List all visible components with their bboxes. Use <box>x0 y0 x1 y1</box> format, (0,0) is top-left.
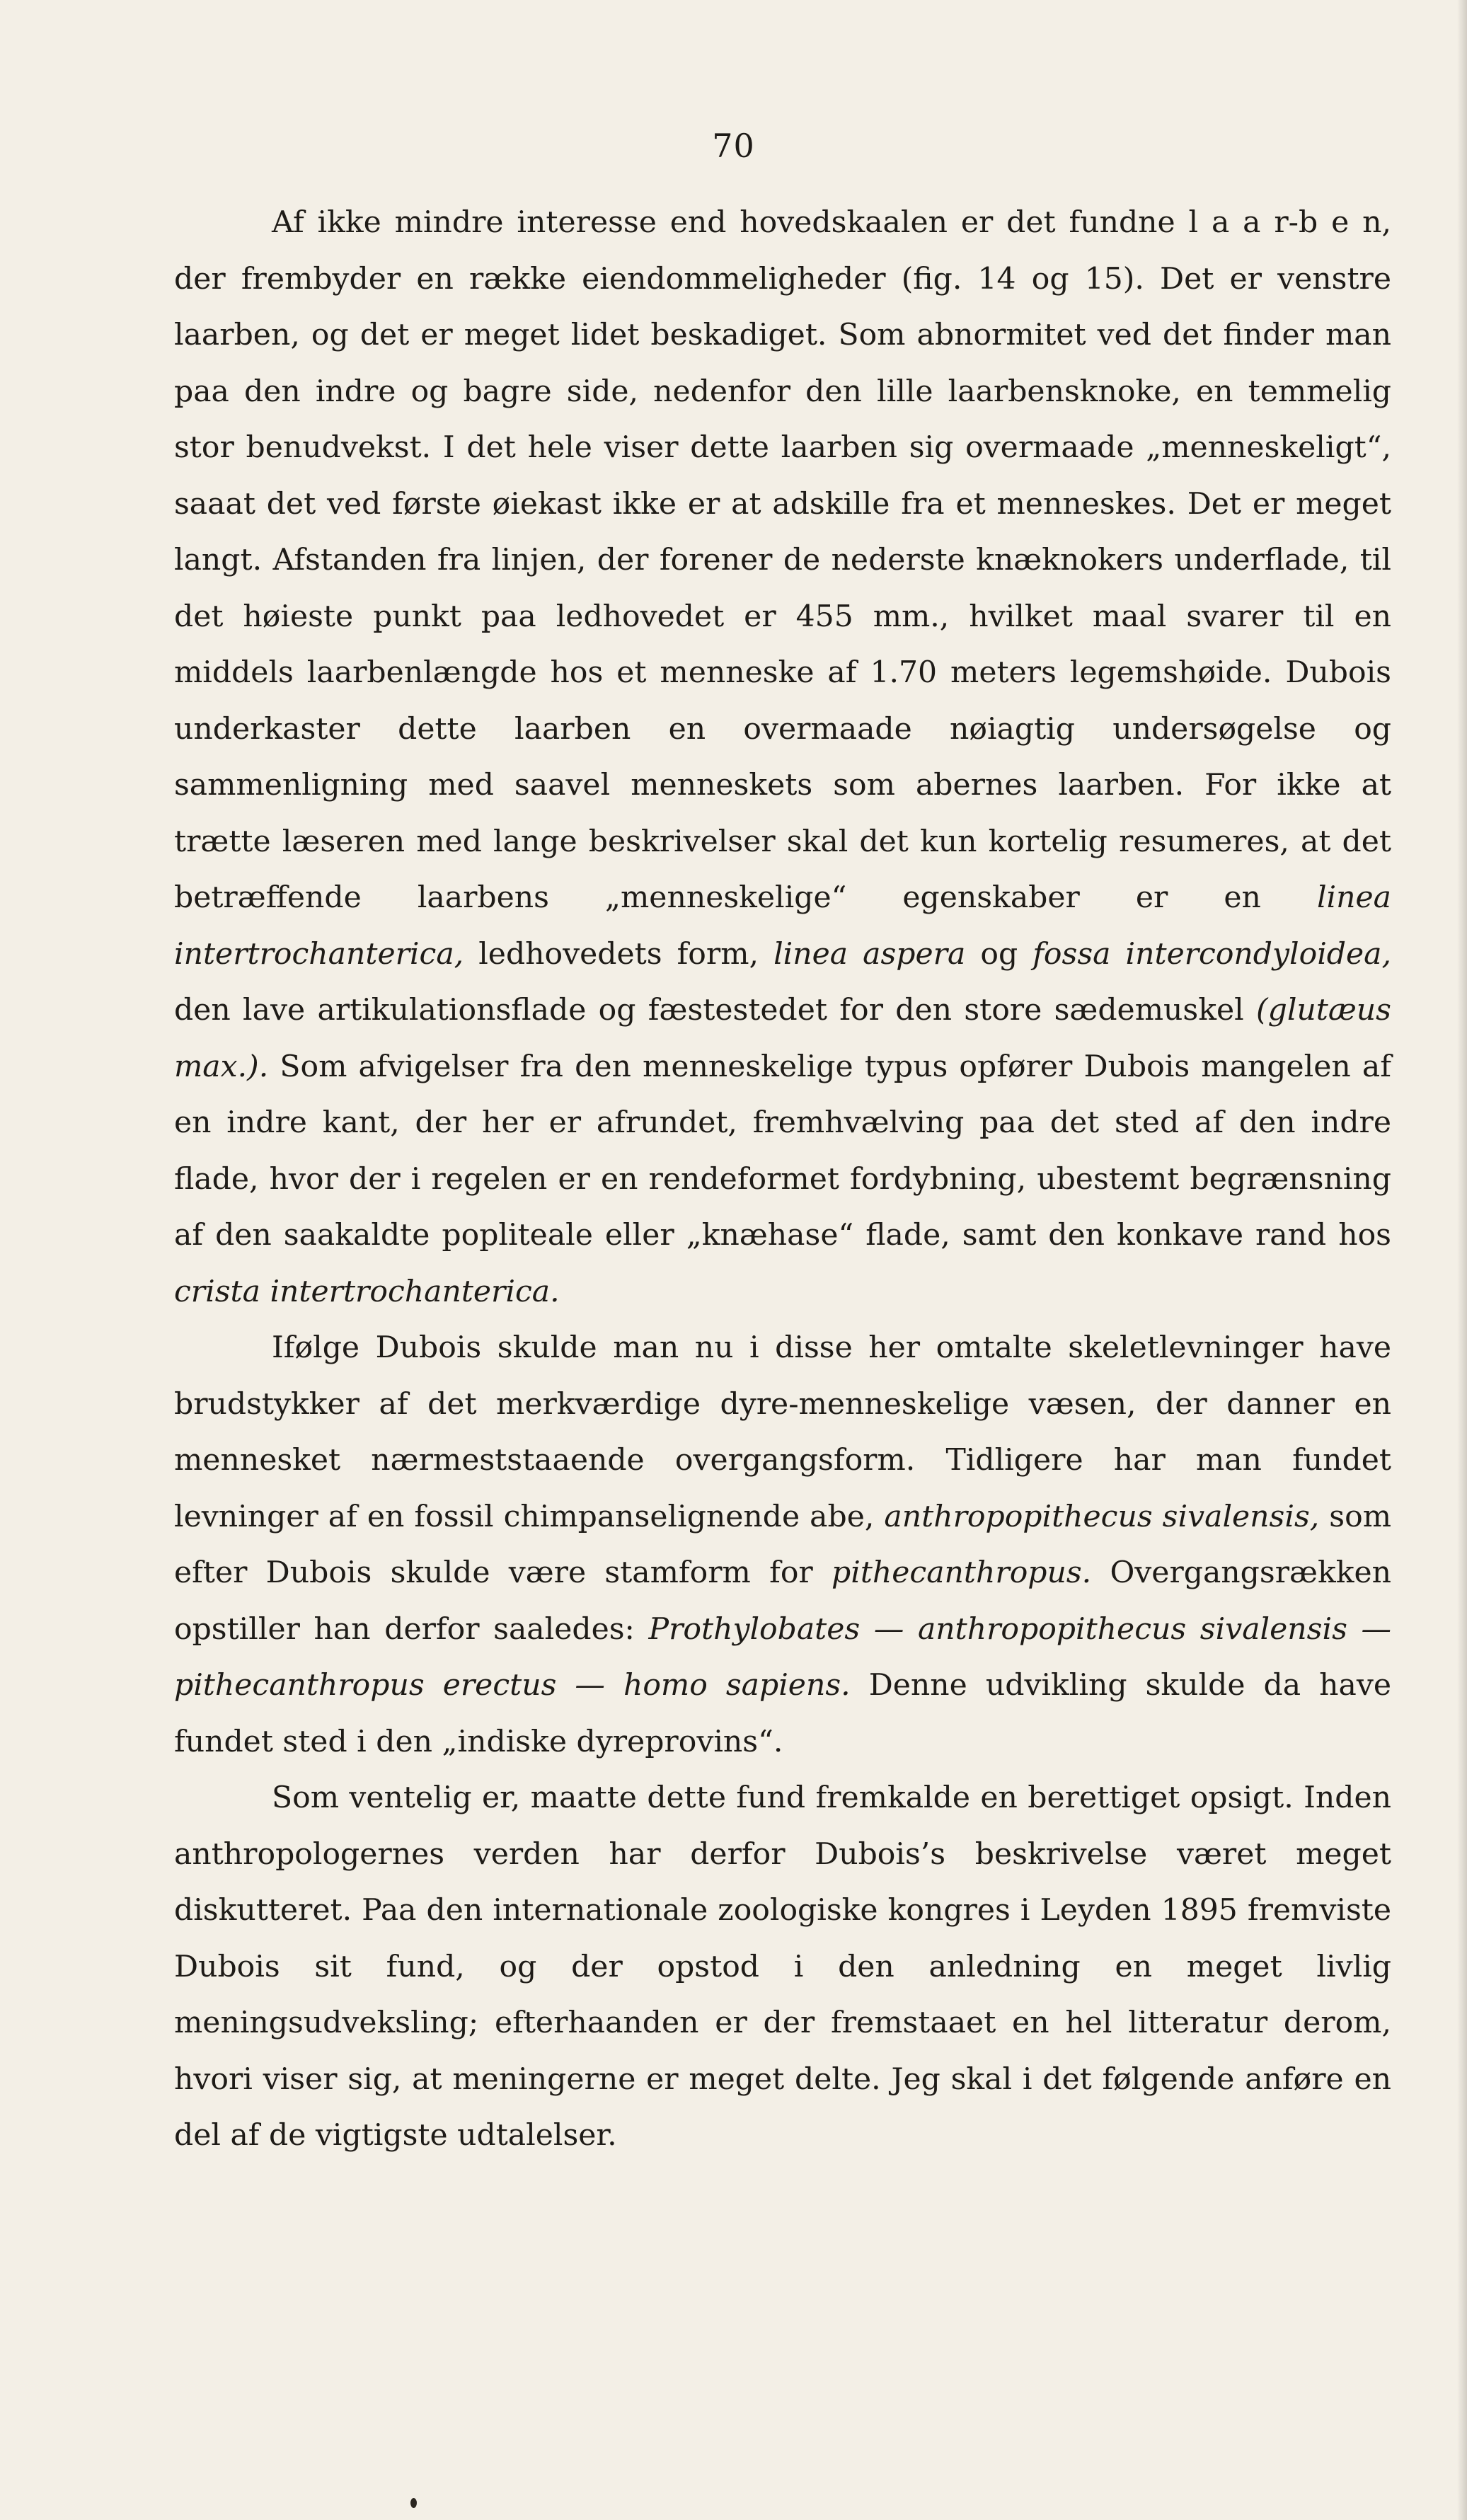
page-edge-shadow <box>1457 0 1467 2520</box>
italic-term: Prothylobates — anthropopithecus sivalensis — pithecanthropus erectus — homo sapiens. <box>174 1611 1391 1703</box>
text-segment: Overgangsrækken opstiller han derfor saaledes: <box>174 1555 1391 1647</box>
italic-term: anthropopithecus sivalensis, <box>884 1499 1320 1534</box>
italic-term: fossa intercondyloidea, <box>1032 936 1391 972</box>
text-segment: den lave artikulationsflade og fæstestedet for den store sædemuskel <box>174 993 1257 1028</box>
paragraph-2 <box>174 1320 1391 1770</box>
italic-term: crista intertrochanterica. <box>174 1274 560 1309</box>
text-segment: som efter Dubois skulde være stamform for <box>174 1499 1392 1590</box>
text-segment: Som afvigelser fra den menneskelige typus opfører Dubois mangelen af en indre kant, der her er afrundet, fremhvælving paa det sted af den indre flade, hvor der i regelen er en rendeformet fordybning, ubestemt begrænsning af den saakaldte popliteale eller „knæhase“ flade, samt den konkave rand hos <box>174 1049 1391 1253</box>
text-segment: ledhovedets form, <box>464 936 774 972</box>
text-segment: og <box>965 936 1033 972</box>
italic-term: (glutæus max.). <box>174 993 1391 1084</box>
text-segment: Denne udvikling skulde da have fundet sted i den „indiske dyreprovins“. <box>174 1668 1391 1759</box>
text-segment: Som ventelig er, maatte dette fund fremkalde en berettiget opsigt. Inden anthropologernes verden har derfor Dubois’s beskrivelse været meget diskutteret. Paa den internationale zoologiske kongres i Leyden 1895 fremviste Dubois sit fund, og der opstod i den anledning en meget livlig meningsudveksling; efterhaanden er der fremstaaet en hel litteratur derom, hvori viser sig, at meningerne er meget delte. Jeg skal i det følgende anføre en del af de vigtigste udtalelser. <box>174 1780 1391 2153</box>
paragraph-3 <box>174 1770 1391 2164</box>
italic-term: linea aspera <box>773 936 966 972</box>
text-segment: Ifølge Dubois skulde man nu i disse her omtalte skeletlevninger have brudstykker af det merkværdige dyre-menneskelige væsen, der danner en mennesket nærmeststaaende overgangsform. Tidligere har man fundet levninger af en fossil chimpanselignende abe, <box>174 1330 1391 1534</box>
scan-speck <box>410 2498 417 2508</box>
body-text <box>174 195 1391 2164</box>
text-segment: Af ikke mindre interesse end hovedskaalen er det fundne l a a r-b e n, der frembyder en række eiendommeligheder (fig. 14 og 15). Det er venstre laarben, og det er meget lidet beskadiget. Som abnormitet ved det finder man paa den indre og bagre side, nedenfor den lille laarbensknoke, en temmelig stor benudvekst. I det hele viser dette laarben sig overmaade „menneskeligt“, saaat det ved første øiekast ikke er at adskille fra et menneskes. Det er meget langt. Afstanden fra linjen, der forener de nederste knæknokers underflade, til det høieste punkt paa ledhovedet er 455 mm., hvilket maal svarer til en middels laarbenlængde hos et menneske af 1.70 meters legemshøide. Dubois underkaster dette laarben en overmaade nøiagtig undersøgelse og sammenligning med saavel menneskets som abernes laarben. For ikke at trætte læseren med lange beskrivelser skal det kun kortelig resumeres, at det betræffende laarbens „menneskelige“ egenskaber er en <box>174 205 1391 915</box>
italic-term: pithecanthropus. <box>832 1555 1092 1590</box>
italic-term: linea intertrochanterica, <box>174 880 1391 972</box>
paragraph-1 <box>174 195 1391 1320</box>
page-number: 70 <box>712 127 755 165</box>
